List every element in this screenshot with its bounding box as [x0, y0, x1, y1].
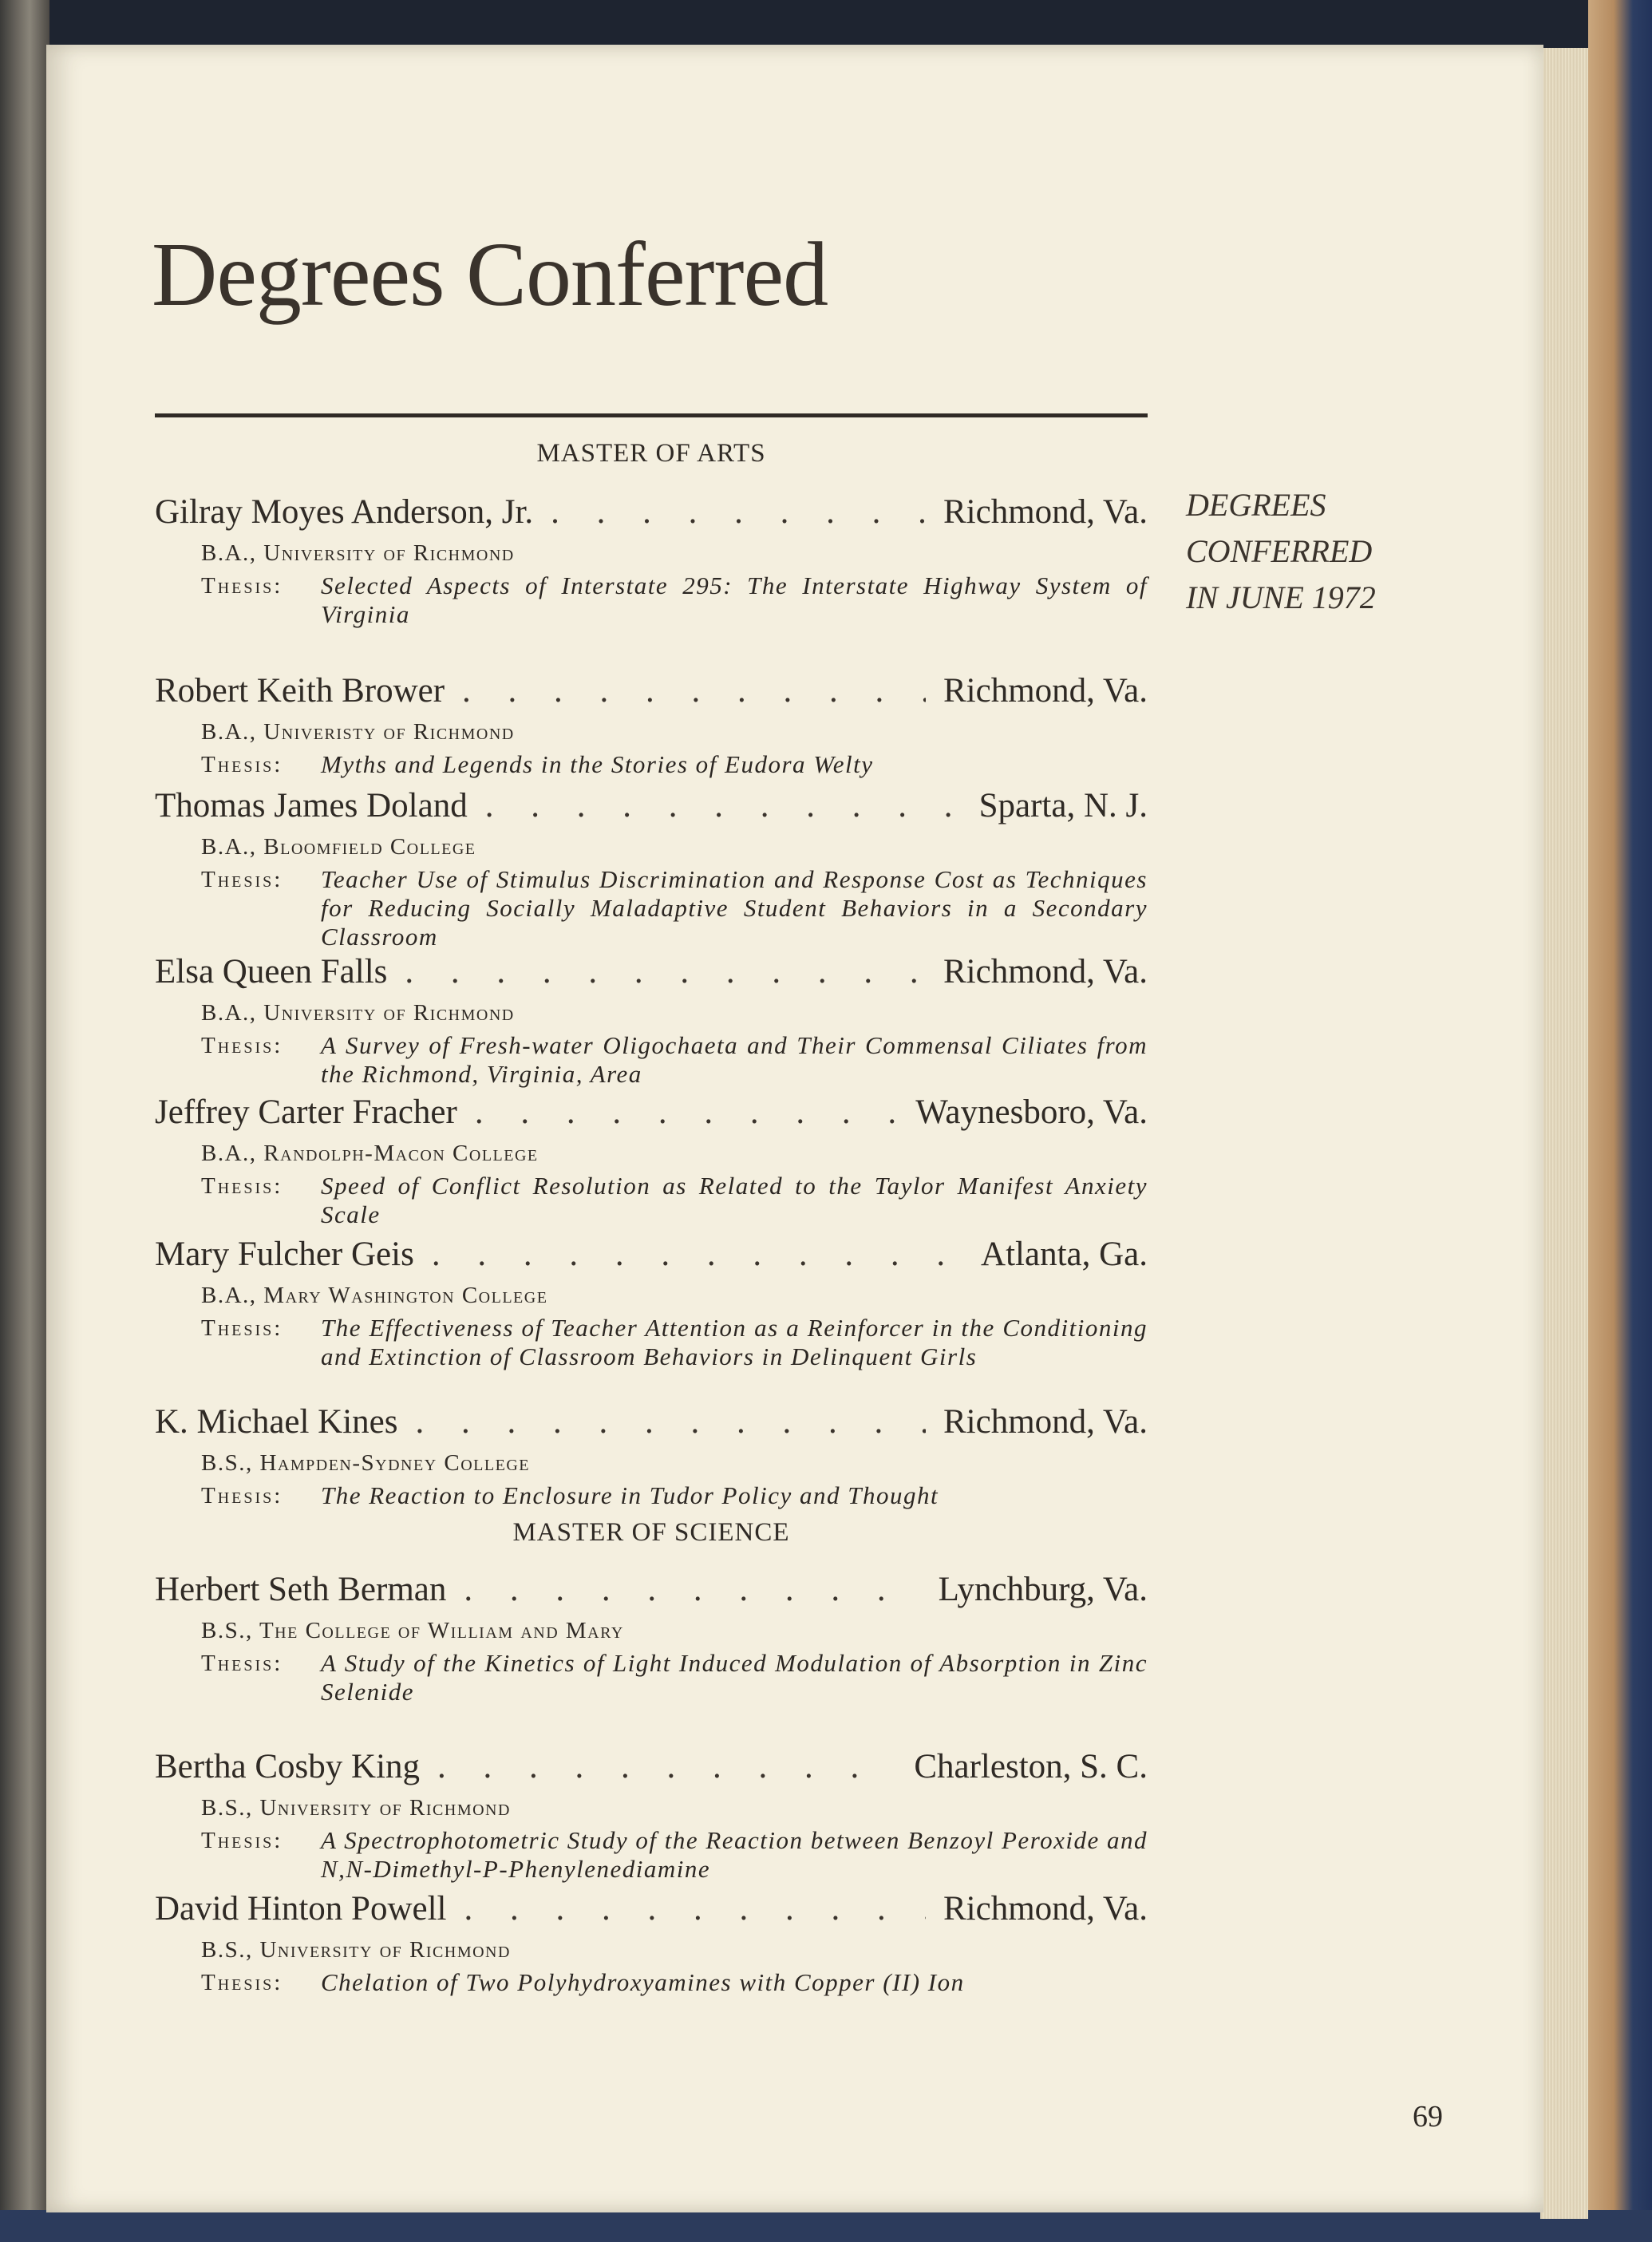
section-heading-master-of-arts: MASTER OF ARTS: [536, 439, 766, 468]
prior-degree: B.A., University of Richmond: [201, 1000, 515, 1026]
dot-leader: [485, 782, 962, 830]
graduate-location: Richmond, Va.: [943, 672, 1148, 710]
thesis: [201, 1314, 1148, 1371]
thesis: [201, 1031, 1148, 1089]
graduate-location: Richmond, Va.: [943, 493, 1148, 531]
page-edges: [1540, 48, 1588, 2219]
graduate-name: Robert Keith Brower: [155, 672, 445, 710]
graduate-name: Thomas James Doland: [155, 787, 468, 824]
name-line: [155, 1089, 1148, 1137]
thesis-label: Thesis:: [201, 1483, 283, 1509]
degree-entry: [155, 1398, 1148, 1510]
dot-leader: [462, 667, 926, 715]
prior-degree: B.S., Hampden-Sydney College: [201, 1450, 530, 1476]
thesis-title: Chelation of Two Polyhydroxyamines with Copper (II) Ion: [321, 1968, 965, 1996]
book-page: [46, 45, 1543, 2212]
prior-degree: B.A., Mary Washington College: [201, 1283, 548, 1308]
dot-leader: [416, 1398, 926, 1446]
degree-entry: [155, 1566, 1148, 1706]
graduate-location: Richmond, Va.: [943, 1890, 1148, 1928]
name-line: [155, 667, 1148, 715]
graduate-location: Charleston, S. C.: [914, 1748, 1148, 1785]
thesis-title: A Survey of Fresh-water Oligochaeta and Their Commensal Ciliates from the Richmond, Virginia, Area: [321, 1031, 1148, 1088]
degree-entry: [155, 1743, 1148, 1884]
thesis-title: Selected Aspects of Interstate 295: The Interstate Highway System of Virginia: [321, 571, 1148, 628]
prior-degree: B.A., Randolph-Macon College: [201, 1141, 539, 1166]
prior-degree: B.A., Univeristy of Richmond: [201, 719, 515, 745]
degree-entry: [155, 488, 1148, 629]
thesis: [201, 1481, 1148, 1510]
graduate-name: Elsa Queen Falls: [155, 953, 388, 991]
thesis: [201, 571, 1148, 629]
name-line: [155, 1231, 1148, 1279]
side-heading-line-3: IN JUNE 1972: [1186, 579, 1376, 615]
title-rule: [155, 413, 1148, 417]
graduate-name: Herbert Seth Berman: [155, 1571, 447, 1608]
page-title: Degrees Conferred: [152, 223, 828, 325]
degree-entry: [155, 667, 1148, 779]
side-heading: [1186, 482, 1521, 621]
graduate-name: Jeffrey Carter Fracher: [155, 1093, 457, 1131]
thesis-title: Speed of Conflict Resolution as Related to the Taylor Manifest Anxiety Scale: [321, 1172, 1148, 1228]
dot-leader: [464, 1885, 926, 1933]
prior-degree: B.S., University of Richmond: [201, 1795, 511, 1821]
graduate-location: Lynchburg, Va.: [938, 1571, 1148, 1608]
thesis-title: Teacher Use of Stimulus Discrimination and Response Cost as Techniques for Reducing Socially Maladaptive Student Behaviors in a Secondary Classroom: [321, 865, 1148, 951]
graduate-location: Sparta, N. J.: [978, 787, 1148, 824]
thesis-label: Thesis:: [201, 867, 283, 892]
name-line: [155, 488, 1148, 536]
graduate-location: Waynesboro, Va.: [915, 1093, 1148, 1131]
graduate-location: Atlanta, Ga.: [981, 1236, 1148, 1273]
dot-leader: [405, 948, 926, 996]
graduate-name: Bertha Cosby King: [155, 1748, 421, 1785]
side-heading-line-2: CONFERRED: [1186, 533, 1373, 569]
scan-cover-top: [0, 0, 1652, 49]
degree-entry: [155, 948, 1148, 1089]
degree-entry: [155, 1089, 1148, 1229]
graduate-name: Mary Fulcher Geis: [155, 1236, 414, 1273]
scan-cover-bottom: [0, 2210, 1652, 2242]
name-line: [155, 1398, 1148, 1446]
name-line: [155, 1566, 1148, 1614]
graduate-name: David Hinton Powell: [155, 1890, 447, 1928]
thesis: [201, 750, 1148, 779]
degree-entry: [155, 1231, 1148, 1371]
dot-leader: [432, 1231, 963, 1279]
scan-binding-left: [0, 0, 49, 2242]
graduate-location: Richmond, Va.: [943, 953, 1148, 991]
prior-degree: B.A., University of Richmond: [201, 540, 515, 566]
side-heading-line-1: DEGREES: [1186, 487, 1326, 523]
prior-degree: B.S., University of Richmond: [201, 1937, 511, 1963]
thesis: [201, 1649, 1148, 1706]
thesis-label: Thesis:: [201, 1033, 283, 1058]
degree-entry: [155, 782, 1148, 951]
dot-leader: [475, 1089, 898, 1137]
prior-degree: B.A., Bloomfield College: [201, 834, 476, 860]
thesis-title: A Spectrophotometric Study of the Reaction between Benzoyl Peroxide and N,N-Dimethyl-P-Phenylenediamine: [321, 1826, 1148, 1883]
thesis: [201, 1172, 1148, 1229]
thesis: [201, 1968, 1148, 1997]
graduate-name: K. Michael Kines: [155, 1403, 398, 1441]
thesis-title: The Effectiveness of Teacher Attention as a Reinforcer in the Conditioning and Extinction of Classroom Behaviors in Delinquent Girls: [321, 1314, 1148, 1370]
dot-leader: [464, 1566, 920, 1614]
thesis: [201, 865, 1148, 951]
degree-entry: [155, 1885, 1148, 1997]
scan-cover-right: [1588, 0, 1652, 2242]
thesis-title: The Reaction to Enclosure in Tudor Policy and Thought: [321, 1481, 939, 1509]
name-line: [155, 948, 1148, 996]
dot-leader: [437, 1743, 896, 1791]
name-line: [155, 1743, 1148, 1791]
dot-leader: [551, 488, 926, 536]
thesis-title: A Study of the Kinetics of Light Induced Modulation of Absorption in Zinc Selenide: [321, 1649, 1148, 1706]
thesis-label: Thesis:: [201, 752, 283, 777]
name-line: [155, 1885, 1148, 1933]
thesis-label: Thesis:: [201, 573, 283, 599]
thesis-title: Myths and Legends in the Stories of Eudora Welty: [321, 750, 874, 778]
thesis-label: Thesis:: [201, 1651, 283, 1676]
thesis-label: Thesis:: [201, 1828, 283, 1853]
thesis-label: Thesis:: [201, 1315, 283, 1341]
section-heading-master-of-science: MASTER OF SCIENCE: [512, 1518, 790, 1547]
prior-degree: B.S., The College of William and Mary: [201, 1618, 624, 1643]
thesis-label: Thesis:: [201, 1173, 283, 1199]
thesis: [201, 1826, 1148, 1884]
graduate-name: Gilray Moyes Anderson, Jr.: [155, 493, 534, 531]
name-line: [155, 782, 1148, 830]
page-number: 69: [1413, 2100, 1443, 2133]
thesis-label: Thesis:: [201, 1970, 283, 1995]
graduate-location: Richmond, Va.: [943, 1403, 1148, 1441]
